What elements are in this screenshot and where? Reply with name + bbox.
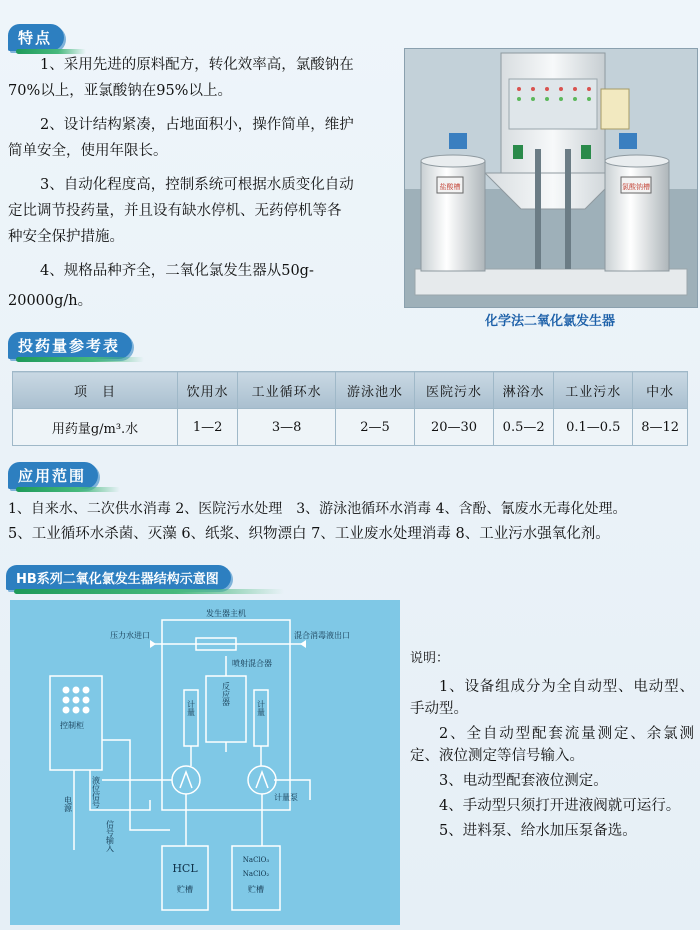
diagram-title [6, 564, 231, 590]
features-list [8, 52, 400, 314]
note-item: 4、手动型只须打开进液阀就可运行。 [439, 798, 681, 814]
feature-line: 3、自动化程度高，控制系统可根据水质变化自动 [40, 177, 354, 193]
title-swoosh-decoration [16, 357, 144, 362]
note-item: 3、电动型配套液位测定。 [439, 773, 608, 789]
applications-title-label: 应用范围 [8, 462, 98, 489]
dosage-header-row [13, 372, 688, 409]
diagram-signal-input-label: 信号输入 [105, 820, 115, 852]
right-tank-label: 氯酸钠槽 [622, 183, 650, 191]
diagram-meter-left-label: 计量 [186, 700, 196, 716]
dosage-value-row [13, 409, 688, 446]
value-cell: 3—8 [238, 409, 336, 446]
diagram-naclo2-label: NaClO₂ [242, 870, 270, 878]
diagram-power-label: 电源 [63, 796, 73, 812]
diagram-flowmeter-label: 计量泵 [274, 793, 298, 802]
column-header: 饮用水 [178, 372, 238, 409]
applications-title [8, 462, 98, 488]
feature-line: 种安全保护措施。 [8, 229, 124, 245]
column-header: 中水 [633, 372, 688, 409]
generator-photo [404, 48, 698, 308]
feature-line: 定比调节投药量，并且设有缺水停机、无药停机等各 [8, 203, 342, 219]
diagram-naclo3-label: NaClO₃ [242, 856, 270, 864]
header-item-cell: 项 目 [13, 372, 178, 409]
column-header: 医院污水 [415, 372, 494, 409]
photo-caption: 化学法二氧化氯发生器 [484, 314, 615, 329]
column-header: 淋浴水 [494, 372, 554, 409]
feature-line: 1、采用先进的原料配方，转化效率高，氯酸钠在 [40, 57, 354, 73]
features-title [8, 24, 64, 50]
structure-diagram-svg [10, 600, 400, 925]
applications-list [8, 497, 627, 547]
diagram-hcl-label: HCL [172, 862, 198, 875]
value-cell: 8—12 [633, 409, 688, 446]
value-cell: 0.5—2 [494, 409, 554, 446]
value-cell: 1—2 [178, 409, 238, 446]
diagram-ejector-label: 喷射混合器 [232, 659, 272, 668]
column-header: 工业循环水 [238, 372, 336, 409]
note-item: 2、全自动型配套流量测定、余氯测定、液位测定等信号输入。 [410, 726, 694, 764]
value-cell: 20—30 [415, 409, 494, 446]
feature-line: 20000g/h。 [8, 293, 93, 309]
feature-line: 4、规格品种齐全，二氧化氯发生器从50g- [40, 263, 314, 279]
applications-line: 5、工业循环水杀菌、灭藻 6、纸浆、织物漂白 7、工业废水处理消毒 8、工业污水强氧化剂。 [8, 526, 610, 542]
diagram-right-tank-label: 贮槽 [248, 885, 264, 894]
features-title-label: 特点 [8, 24, 64, 51]
diagram-outlet-label: 混合消毒液出口 [294, 631, 350, 640]
row-label-cell: 用药量g/m³.水 [13, 409, 178, 446]
diagram-reactor-label: 反应器 [221, 682, 231, 706]
notes-heading: 说明： [410, 651, 450, 666]
feature-line: 70%以上，亚氯酸钠在95%以上。 [8, 83, 232, 99]
value-cell: 0.1—0.5 [554, 409, 633, 446]
diagram-control-label: 控制柜 [60, 721, 84, 730]
title-swoosh-decoration [14, 589, 284, 594]
feature-line: 2、设计结构紧凑，占地面积小，操作简单，维护 [40, 117, 354, 133]
note-item: 5、进料泵、给水加压泵备选。 [439, 823, 637, 839]
structure-diagram [10, 600, 400, 925]
dosage-title [8, 332, 132, 358]
applications-line: 1、自来水、二次供水消毒 2、医院污水处理 3、游泳池循环水消毒 4、含酚、氰废水无毒化处理。 [8, 501, 627, 517]
diagram-notes [410, 648, 694, 845]
note-item: 1、设备组成分为全自动型、电动型、手动型。 [410, 679, 694, 717]
dosage-table [12, 371, 688, 446]
diagram-inlet-label: 压力水进口 [110, 631, 150, 640]
diagram-host-label: 发生器主机 [206, 609, 246, 618]
column-header: 工业污水 [554, 372, 633, 409]
column-header: 游泳池水 [336, 372, 415, 409]
diagram-title-label: HB系列二氧化氯发生器结构示意图 [6, 565, 231, 590]
diagram-left-tank-label: 贮槽 [177, 885, 193, 894]
title-swoosh-decoration [16, 487, 120, 492]
left-tank-label: 盐酸槽 [439, 183, 461, 191]
feature-line: 简单安全，使用年限长。 [8, 143, 168, 159]
diagram-level-signal-label: 液位信号 [91, 776, 101, 808]
generator-illustration [405, 49, 697, 307]
value-cell: 2—5 [336, 409, 415, 446]
dosage-title-label: 投药量参考表 [8, 332, 132, 359]
diagram-meter-right-label: 计量 [256, 700, 266, 716]
